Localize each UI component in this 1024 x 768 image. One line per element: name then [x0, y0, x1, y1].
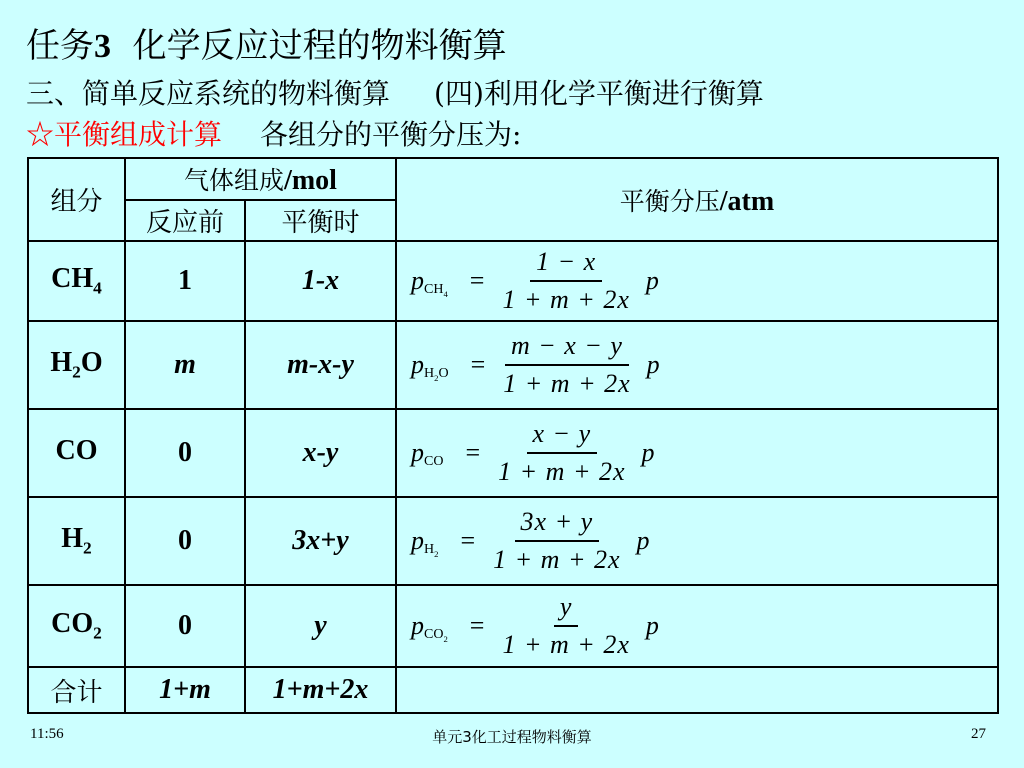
partial-pressure-formula: p $CH_4$ = $\frac{1 - x}{1 + m + 2x}$ p	[411, 247, 659, 314]
equilibrium-table	[27, 157, 999, 714]
component-cell: $H_2O$	[28, 321, 125, 409]
equilibrium-cell: x-y	[245, 409, 396, 497]
before-cell: 0	[125, 585, 245, 667]
fraction: $\frac{y}{1 + m + 2x}$	[502, 592, 630, 659]
partial-pressure-cell	[396, 497, 998, 585]
total-label: 合计	[28, 667, 125, 713]
slide-subtitle	[26, 72, 764, 112]
component-cell: $CH_4$	[28, 241, 125, 321]
before-cell: 1	[125, 241, 245, 321]
before-cell: m	[125, 321, 245, 409]
equilibrium-cell: 3x+y	[245, 497, 396, 585]
section-red-label: ☆平衡组成计算	[26, 118, 223, 151]
footer-title: 单元3化工过程物料衡算	[432, 728, 592, 746]
table-row	[28, 241, 998, 321]
total-pressure-empty	[396, 667, 998, 713]
before-cell: 0	[125, 497, 245, 585]
section-text: 各组分的平衡分压为:	[260, 118, 522, 151]
header-equilibrium: 平衡时	[245, 200, 396, 241]
partial-pressure-formula: p $CO_2$ = $\frac{y}{1 + m + 2x}$ p	[411, 592, 659, 659]
section-heading	[26, 113, 521, 153]
equilibrium-cell: y	[245, 585, 396, 667]
fraction: $\frac{3x + y}{1 + m + 2x}$	[493, 507, 621, 574]
fraction: $\frac{m - x - y}{1 + m + 2x}$	[503, 331, 631, 398]
table-row	[28, 321, 998, 409]
header-gas-composition: 气体组成/mol	[125, 158, 396, 200]
footer-page-number: 27	[971, 726, 986, 742]
partial-pressure-formula: p CO = $\frac{x - y}{1 + m + 2x}$ p	[411, 419, 655, 486]
component-cell: $CO_2$	[28, 585, 125, 667]
total-row	[28, 667, 998, 713]
footer-time: 11:56	[30, 726, 64, 742]
table-row	[28, 497, 998, 585]
component-cell: $H_2$	[28, 497, 125, 585]
fraction: $\frac{1 - x}{1 + m + 2x}$	[502, 247, 630, 314]
before-cell: 0	[125, 409, 245, 497]
equilibrium-cell: m-x-y	[245, 321, 396, 409]
subtitle-left: 三、简单反应系统的物料衡算	[26, 77, 391, 110]
header-component: 组分	[28, 158, 125, 241]
slide-title: 任务3 化学反应过程的物料衡算	[26, 26, 507, 66]
partial-pressure-formula: p $H_2$ = $\frac{3x + y}{1 + m + 2x}$ p	[411, 507, 650, 574]
total-before: 1+m	[125, 667, 245, 713]
partial-pressure-formula: p $H_2O$ = $\frac{m - x - y}{1 + m + 2x}$ p	[411, 331, 660, 398]
header-before-reaction: 反应前	[125, 200, 245, 241]
total-equilibrium: 1+m+2x	[245, 667, 396, 713]
table-row	[28, 409, 998, 497]
table-row	[28, 585, 998, 667]
equilibrium-cell: 1-x	[245, 241, 396, 321]
header-partial-pressure: 平衡分压/atm	[396, 158, 998, 241]
partial-pressure-cell	[396, 585, 998, 667]
partial-pressure-cell	[396, 241, 998, 321]
component-cell: CO	[28, 409, 125, 497]
subtitle-right: (四)利用化学平衡进行衡算	[434, 77, 764, 110]
partial-pressure-cell	[396, 409, 998, 497]
partial-pressure-cell	[396, 321, 998, 409]
fraction: $\frac{x - y}{1 + m + 2x}$	[498, 419, 626, 486]
